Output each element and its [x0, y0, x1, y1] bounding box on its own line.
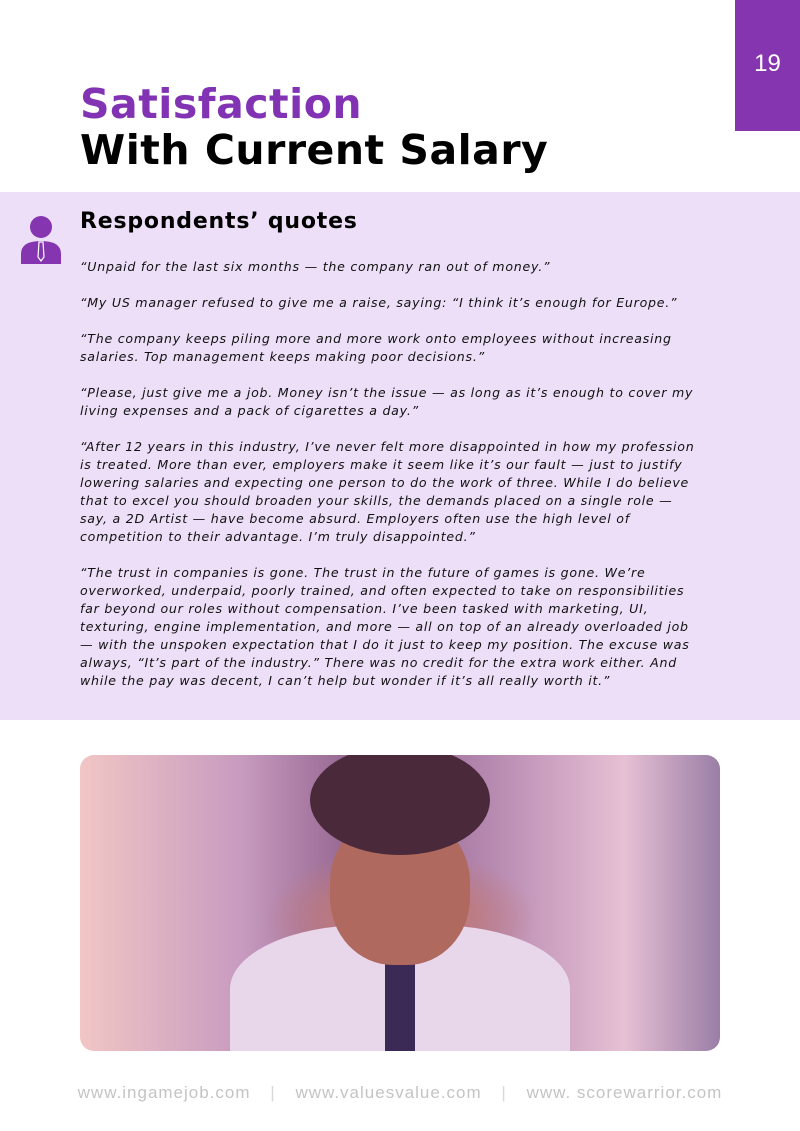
illustration-hair [310, 755, 490, 855]
quote-line: — with the unspoken expectation that I do it just to keep my position. The excuse was [80, 637, 690, 652]
quote-line: overworked, underpaid, poorly trained, and often expected to take on responsibilities [80, 583, 685, 598]
quote [80, 564, 740, 690]
page-title-accent: Satisfaction [80, 80, 363, 128]
page-title: With Current Salary [80, 126, 549, 174]
quote-line: “After 12 years in this industry, I’ve never felt more disappointed in how my profession [80, 439, 695, 454]
quote-line: lowering salaries and expecting one person to do the work of three. While I do believe [80, 475, 690, 490]
quote-line: always, “It’s part of the industry.” There was no credit for the extra work either. And [80, 655, 677, 670]
quote-line: while the pay was decent, I can’t help but wonder if it’s all really worth it.” [80, 673, 611, 688]
quote-line: salaries. Top management keeps making poor decisions.” [80, 349, 485, 364]
footer-separator: | [270, 1083, 276, 1102]
quote [80, 330, 740, 366]
person-with-tie-icon [20, 214, 62, 266]
quote [80, 384, 740, 420]
quote-line: say, a 2D Artist — have become absurd. Employers often use the high level of [80, 511, 630, 526]
quote-line: “My US manager refused to give me a raise, saying: “I think it’s enough for Europe.” [80, 295, 678, 310]
quote-line: living expenses and a pack of cigarettes a day.” [80, 403, 419, 418]
illustration-stressed-employee [80, 755, 720, 1051]
quote [80, 258, 740, 276]
page-number: 19 [735, 0, 800, 131]
section-heading: Respondents’ quotes [80, 209, 358, 234]
quote [80, 294, 740, 312]
quote-line: “Unpaid for the last six months — the company ran out of money.” [80, 259, 551, 274]
footer [0, 1083, 800, 1103]
footer-link-valuesvalue[interactable]: www.valuesvalue.com [295, 1083, 482, 1102]
quote-line: that to excel you should broaden your skills, the demands placed on a single role — [80, 493, 673, 508]
quote-line: texturing, engine implementation, and more — all on top of an already overloaded job [80, 619, 689, 634]
quote-line: “Please, just give me a job. Money isn’t the issue — as long as it’s enough to cover my [80, 385, 694, 400]
quote-line: “The company keeps piling more and more work onto employees without increasing [80, 331, 672, 346]
quote [80, 438, 740, 546]
illustration-tie [385, 955, 415, 1051]
quote-line: competition to their advantage. I’m truly disappointed.” [80, 529, 476, 544]
quote-line: “The trust in companies is gone. The trust in the future of games is gone. We’re [80, 565, 646, 580]
quote-line: is treated. More than ever, employers make it seem like it’s our fault — just to justify [80, 457, 683, 472]
footer-link-scorewarrior[interactable]: www. scorewarrior.com [526, 1083, 723, 1102]
footer-separator: | [501, 1083, 507, 1102]
quote-line: far beyond our roles without compensation. I’ve been tasked with marketing, UI, [80, 601, 649, 616]
footer-link-ingamejob[interactable]: www.ingamejob.com [77, 1083, 251, 1102]
quote-list [80, 258, 740, 708]
